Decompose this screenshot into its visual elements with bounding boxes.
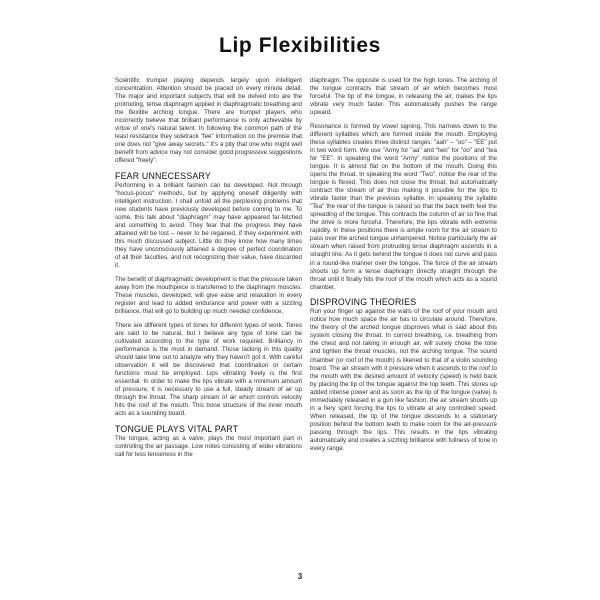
paragraph: Performing in a brilliant fashion can be developed. Not through "hocus-pocus" methods, but by applying oneself diligently with intelligent instruction. I shall unfold all the perplexing problems that new students have previously developed before coming to me. To some, this talk about "diaphragm" may have appeared far-fetched and something to avoid. They fear that the progress they have attained will be lost – never to be regained, if they experiment with this much discussed subject. Little do they know how many times they have unconsciously attained a degree of perfect coordination of all their faculties, and not recognizing their value, have discarded it. xyxy=(115,182,302,270)
paragraph: The benefit of diaphragmatic development is that the pressure taken away from the mouthpiece is transferred to the diaphragm muscles. These muscles, developed, will give ease and relaxation in every register and lead to added endurance and power with a sizzling brilliance, that will go to building up much needed confidence. xyxy=(115,276,302,316)
page-number: 3 xyxy=(297,572,303,581)
left-column xyxy=(115,77,302,464)
paragraph: There are different types of tones for different types of work. Tones are said to be natural, but I believe any type of tone can be cultivated according to the type of work required. Brilliancy in performance is the most in demand. Those lacking in this quality should take time out to analyze why they haven't got it. With careful observation it will be discovered that coordination or certain functions must be employed. Lips vibrating freely is the first essential. In order to make the lips vibrate with a minimum amount of pressure, it is necessary to use a full, steady stream of air up through the throat. The sharp stream of air which controls velocity hits the roof of the mouth. This bone structure of the inner mouth acts as a sounding board. xyxy=(115,321,302,418)
section-heading: DISPROVING THEORIES xyxy=(310,297,417,308)
paragraph: Scientific trumpet playing depends largely upon intelligent concentration. Attention should be placed on every minute detail. The major and important subjects that will be delved into are the protruding, tense diaphragm applied in diaphragmatic breathing and the flexible arching tongue. There are trumpet players who incorrectly believe that brilliant performance is only achievable by virtue of one's natural talent. In following the common path of the least resistance they sidetrack "fee" information on the premise that one does not "give away secrets." It's a pity that one who might well benefit from advice may not consider good progressive suggestions offered "freely". xyxy=(115,77,302,165)
paragraph: Run your finger up against the walls of the roof of your mouth and notice how much space the air has to circulate around. Therefore, the theory of the arched tongue disproves what is said about this system closing the throat. In correct breathing, i.e. breathing from the chest and not taking in enough air, will surely choke the tone and tighten the throat muscles, not the arching tongue. The sound chamber (or roof of the mouth) is likened to that of a violin sounding board. The air stream with it pressure when it ascends to the roof to the mouth with the desired amount of velocity (speed) is held back by placing the tip of the tongue against the top teeth. This stores up added intense power and as soon as the tip of the tongue (valve) is immediately released in a gun like fashion, the air stream shoots up in a fiery spirit forcing the lips to vibrate at any controlled speed. When released, the tip of the tongue descends to a stationary position behind the bottom teeth to make room for the air-pressure passing through the lips. This results in the lips vibrating automatically and creates a sizzling brilliance with fullness of tone in every range. xyxy=(310,308,497,453)
section-heading: FEAR UNNECESSARY xyxy=(115,171,211,182)
paragraph: The tongue, acting as a valve, plays the most important part in controlling the air passage. Low notes consisting of wider vibrations call for less tenseness in the xyxy=(115,434,302,458)
paragraph: Resonance is formed by vowel signing. This narrows down to the different syllables which are formed inside the mouth. Employing these syllables creates three distinct ranges: "aah" – "oo" – "EE" put in two word form. We use "Army for "aa" and "two" for "oo" and "tea for "EE". In speaking the word "Army" notice the positions of the tongue. It is almost flat on the bottom of the mouth. Doing this opens the throat. In speaking the word "Two", notice the rear of the tongue is flexed. This does not close the throat, but automatically contract the stream of air thus making it possible for the lips to vibrate faster than the previous syllable. In speaking the syllable "Tea" the rear of the tongue is raised so that the back teeth feel the spreading of the tongue. This contracts the column of air so fine that the drive is more forceful. Therefore, the lips vibrate with extreme rapidity. In these positions there is ample room for the air stream to pass over the arched tongue unhampered. Notice particularly the air stream when raised from protruding tense diaphragm ascends in a straight line. As it gets behind the tongue it does not curve and pass in a round-like manner over the tongue. The force of the air stream shoots up form a tense diaphragm directly straight through the throat until it finally hits the roof of the mouth which acts as a sound chamber. xyxy=(310,122,497,291)
paragraph: diaphragm. The opposite is used for the high tones. The arching of the tongue contracts that stream of air which becomes most forceful. The tip of the tongue, in releasing the air, makes the lips vibrate very much faster. This automatically pushes the range upward. xyxy=(310,77,497,117)
right-column xyxy=(310,77,497,459)
page-title: Lip Flexibilities xyxy=(219,34,381,57)
section-heading: TONGUE PLAYS VITAL PART xyxy=(115,423,239,434)
